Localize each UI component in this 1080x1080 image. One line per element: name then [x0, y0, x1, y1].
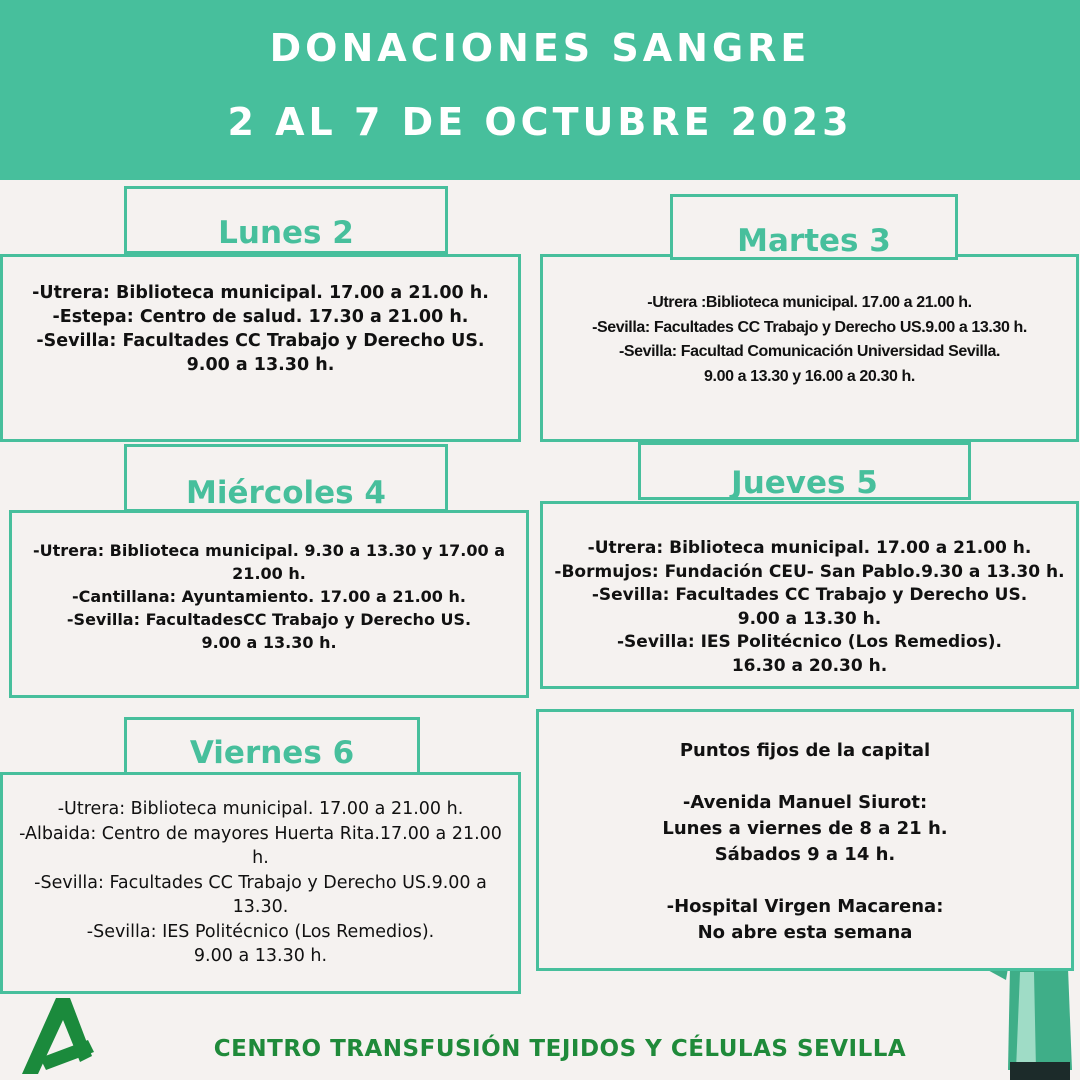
miercoles-line-3: -Sevilla: FacultadesCC Trabajo y Derecho US.	[66, 610, 472, 629]
viernes-line-5: 9.00 a 13.30 h.	[193, 946, 328, 966]
day-title-viernes-text: Viernes 6	[189, 735, 355, 771]
header-banner	[0, 0, 1080, 180]
day-title-miercoles-text: Miércoles 4	[186, 475, 386, 511]
martes-line-1: -Utrera :Biblioteca municipal. 17.00 a 21.00 h.	[647, 294, 972, 311]
day-box-martes	[540, 254, 1079, 442]
jueves-line-1: -Utrera: Biblioteca municipal. 17.00 a 21.00 h.	[587, 538, 1032, 558]
footer-org: CENTRO TRANSFUSIÓN TEJIDOS Y CÉLULAS SEVILLA	[213, 1036, 907, 1062]
lunes-line-1: -Utrera: Biblioteca municipal. 17.00 a 21.00 h.	[32, 283, 489, 303]
day-title-viernes	[124, 717, 420, 775]
day-title-martes	[670, 194, 958, 260]
junta-andalucia-logo-icon	[14, 996, 104, 1076]
lunes-line-3: -Sevilla: Facultades CC Trabajo y Derecho US.	[36, 331, 485, 351]
martes-line-4: 9.00 a 13.30 y 16.00 a 20.30 h.	[704, 367, 915, 385]
jueves-line-4: 9.00 a 13.30 h.	[737, 608, 882, 629]
viernes-line-3: -Sevilla: Facultades CC Trabajo y Derecho US.9.00 a 13.30.	[34, 872, 487, 917]
day-title-lunes	[124, 186, 448, 254]
jueves-line-3: -Sevilla: Facultades CC Trabajo y Derecho US.	[591, 585, 1028, 605]
day-title-martes-text: Martes 3	[737, 223, 891, 259]
fixed-point-1-hours-1: Lunes a viernes de 8 a 21 h.	[662, 818, 948, 839]
day-box-miercoles	[9, 510, 529, 698]
spacer	[539, 868, 1071, 894]
fixed-point-2-name: -Hospital Virgen Macarena:	[666, 896, 944, 917]
viernes-line-4: -Sevilla: IES Politécnico (Los Remedios).	[86, 921, 435, 942]
viernes-line-2: -Albaida: Centro de mayores Huerta Rita.17.00 a 21.00 h.	[19, 823, 502, 868]
day-box-viernes	[0, 772, 521, 994]
day-box-lunes	[0, 254, 521, 442]
viernes-line-1: -Utrera: Biblioteca municipal. 17.00 a 21.00 h.	[57, 799, 464, 819]
jueves-line-2: -Bormujos: Fundación CEU- San Pablo.9.30 a 13.30 h.	[554, 561, 1065, 582]
day-title-lunes-text: Lunes 2	[218, 215, 354, 251]
martes-line-3: -Sevilla: Facultad Comunicación Universidad Sevilla.	[618, 343, 1001, 360]
fixed-point-2-status: No abre esta semana	[697, 922, 913, 943]
day-title-jueves-text: Jueves 5	[731, 465, 878, 501]
day-title-miercoles	[124, 444, 448, 512]
fixed-points-title: Puntos fijos de la capital	[679, 740, 931, 761]
martes-line-2: -Sevilla: Facultades CC Trabajo y Derecho US.9.00 a 13.30 h.	[592, 318, 1027, 336]
miercoles-line-4: 9.00 a 13.30 h.	[201, 633, 337, 652]
fixed-points-box	[536, 709, 1074, 971]
day-title-jueves	[638, 442, 971, 500]
header-title: DONACIONES SANGRE	[269, 26, 811, 70]
miercoles-line-2: -Cantillana: Ayuntamiento. 17.00 a 21.00 h.	[72, 587, 466, 606]
fixed-point-1-name: -Avenida Manuel Siurot:	[682, 792, 928, 813]
spacer	[539, 764, 1071, 790]
miercoles-line-1: -Utrera: Biblioteca municipal. 9.30 a 13.30 y 17.00 a 21.00 h.	[33, 541, 505, 583]
jueves-line-6: 16.30 a 20.30 h.	[731, 655, 888, 676]
lunes-line-2: -Estepa: Centro de salud. 17.30 a 21.00 h.	[52, 307, 469, 327]
jueves-line-5: -Sevilla: IES Politécnico (Los Remedios).	[616, 632, 1002, 652]
lunes-line-4: 9.00 a 13.30 h.	[186, 355, 335, 375]
day-box-jueves	[540, 501, 1079, 689]
fixed-point-1-hours-2: Sábados 9 a 14 h.	[714, 844, 896, 865]
header-dates: 2 AL 7 DE OCTUBRE 2023	[227, 100, 853, 144]
